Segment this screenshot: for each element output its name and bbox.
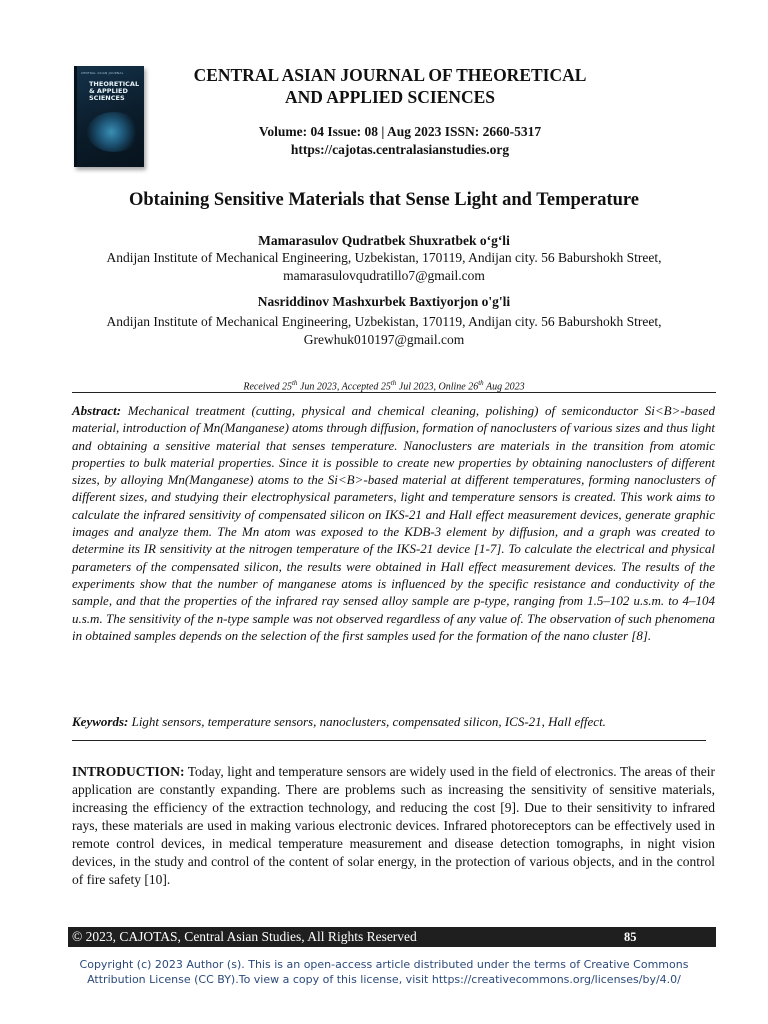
license-line-1: Copyright (c) 2023 Author (s). This is an open-access article distributed under the terms of Creative Commons bbox=[79, 958, 689, 971]
online-rest: Aug 2023 bbox=[483, 381, 525, 393]
author-1-affiliation-address: Andijan Institute of Mechanical Engineering, Uzbekistan, 170119, Andijan city. 56 Baburshokh Street, bbox=[106, 250, 662, 265]
journal-meta bbox=[190, 123, 610, 159]
volume-issue-line: Volume: 04 Issue: 08 | Aug 2023 ISSN: 2660-5317 bbox=[258, 124, 542, 139]
page-number: 85 bbox=[624, 930, 637, 944]
author-1-email[interactable]: mamarasulovqudratillo7@gmail.com bbox=[283, 268, 485, 283]
abstract-text: Mechanical treatment (cutting, physical and chemical cleaning, polishing) of semiconductor Si<B>-based material, introduction of Mn(Manganese) atoms through diffusion, formation of nanoclusters of various sizes and thus light and obtaining a sensitive material that senses temperature. Nanoclusters are materials in the transition from atomic properties to bulk material properties. Since it is possible to create new properties by obtaining nanoclusters of different sizes, by alloying Mn(Manganese) atoms to the Si<B>-based material at different temperatures, forming nanoclusters of different sizes, and studying their electrophysical parameters, light and temperature sensors is created. This work aims to calculate the infrared sensitivity of compensated silicon on IKS-21 and Hall effect measurement devices, generate graphic images and analyze them. The Mn atom was exposed to the KDB-3 element by diffusion, and a graph was created to determine its IR sensitivity at the nitrogen temperature of the IKS-21 device [1-7]. To calculate the electrical and physical parameters of the compensated silicon, the results were obtained in Hall effect measurement devices. The results of the experiments show that the number of manganese atoms is influenced by the specific resistance and conductivity of the sample, and that the properties of the infrared ray sensed alloy sample are p-type, ranging from 1.5–102 u.s.m. to 4–104 u.s.m. The sensitivity of the n-type sample was not observed regardless of any value of. The observation of such phenomena in obtained samples depends on the selection of the first samples used for the formation of the nano cluster [8]. bbox=[72, 403, 716, 643]
footer-bar bbox=[68, 927, 716, 947]
article-title: Obtaining Sensitive Materials that Sense Light and Temperature bbox=[129, 190, 639, 210]
keywords bbox=[72, 713, 716, 730]
introduction bbox=[72, 763, 715, 889]
received-dates bbox=[30, 377, 738, 393]
accepted-sup: th bbox=[390, 379, 397, 387]
footer-copyright: © 2023, CAJOTAS, Central Asian Studies, All Rights Reserved bbox=[72, 929, 417, 944]
cover-title-text: THEORETICAL & APPLIED SCIENCES bbox=[89, 80, 140, 102]
journal-cover-image bbox=[74, 66, 144, 167]
author-2-affiliation bbox=[70, 313, 698, 349]
divider-top bbox=[72, 392, 716, 393]
received-rest: Jun 2023, Accepted 25 bbox=[297, 381, 391, 393]
online-sup: th bbox=[478, 379, 484, 387]
cover-artwork bbox=[87, 112, 141, 152]
license-line-2[interactable]: Attribution License (CC BY).To view a copy of this license, visit https://creativecommons.org/licenses/by/4.0/ bbox=[87, 973, 681, 986]
author-2-email[interactable]: Grewhuk010197@gmail.com bbox=[303, 332, 465, 347]
abstract-label: Abstract: bbox=[72, 403, 122, 418]
intro-text: Today, light and temperature sensors are widely used in the field of electronics. The areas of their application are constantly expanding. There are problems such as increasing the sensitivity of sensitive materials, increasing the efficiency of the extraction technology, and reducing the cost [9]. Due to their sensitivity to infrared rays, these materials are used in making various electronic devices. Infrared photoreceptors can be effectively used in remote control devices, in medical temperature measurement and disease detection tomographs, in night vision devices, in the study and control of the content of solar energy, in the protection of various objects, and in the control of fire safety [10]. bbox=[72, 764, 715, 887]
keywords-label: Keywords: bbox=[72, 714, 129, 729]
journal-title-line1: CENTRAL ASIAN JOURNAL OF THEORETICAL bbox=[193, 65, 587, 85]
author-2-affiliation-address: Andijan Institute of Mechanical Engineering, Uzbekistan, 170119, Andijan city. 56 Baburshokh Street, bbox=[106, 314, 662, 329]
abstract bbox=[72, 402, 715, 644]
received-sup: th bbox=[291, 379, 298, 387]
divider-keywords bbox=[72, 740, 706, 741]
journal-url[interactable]: https://cajotas.centralasianstudies.org bbox=[290, 142, 510, 157]
license-notice bbox=[70, 957, 698, 987]
cover-top-text: CENTRAL ASIAN JOURNAL bbox=[81, 71, 124, 75]
journal-title bbox=[140, 64, 640, 108]
author-1-name: Mamarasulov Qudratbek Shuxratbek o‘g‘li bbox=[258, 233, 510, 248]
accepted-rest: Jul 2023, Online 26 bbox=[396, 381, 479, 393]
author-1-affiliation bbox=[70, 249, 698, 285]
author-2-name: Nasriddinov Mashxurbek Baxtiyorjon o'g'li bbox=[257, 294, 511, 309]
received-prefix: Received 25 bbox=[243, 381, 292, 393]
keywords-text: Light sensors, temperature sensors, nanoclusters, compensated silicon, ICS-21, Hall effect. bbox=[131, 714, 606, 729]
intro-label: INTRODUCTION: bbox=[72, 764, 185, 779]
journal-title-line2: AND APPLIED SCIENCES bbox=[284, 87, 496, 107]
